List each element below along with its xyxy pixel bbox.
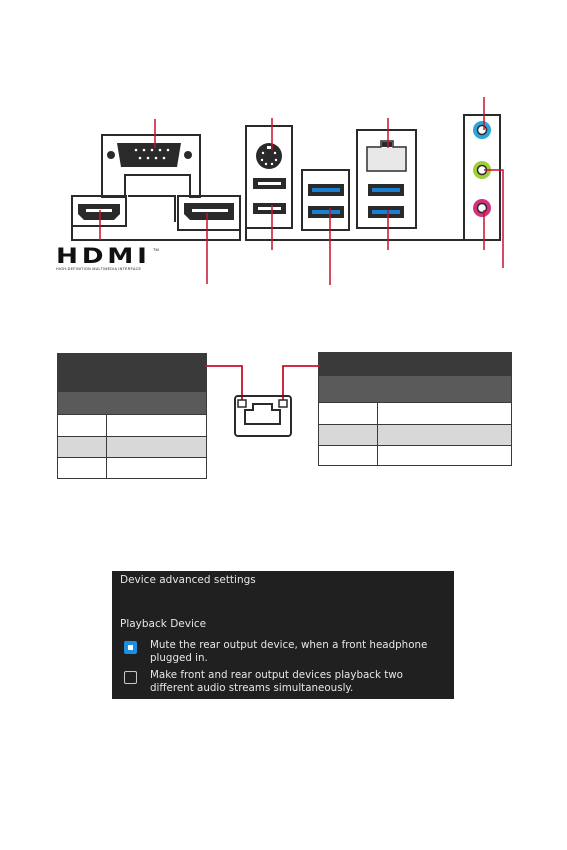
serial-port	[107, 143, 192, 167]
table-cell	[107, 415, 206, 436]
led-table-left-column-headers	[58, 392, 206, 414]
lan-led-diagram	[200, 360, 325, 440]
table-cell	[319, 446, 378, 465]
led-table-left-col1	[58, 392, 107, 414]
hdmi-logo-tagline: HIGH-DEFINITION MULTIMEDIA INTERFACE	[56, 267, 142, 271]
panel-title: Device advanced settings	[120, 574, 256, 586]
mute-rear-output-checkbox[interactable]	[124, 641, 137, 654]
hdmi-port	[78, 204, 120, 220]
led-table-left-col2	[107, 392, 206, 414]
table-cell	[58, 415, 107, 436]
mute-rear-output-label: Mute the rear output device, when a front headphone plugged in.	[150, 639, 428, 664]
led-callout-lines	[205, 366, 320, 404]
table-cell	[58, 458, 107, 478]
led-table-right-column-headers	[319, 376, 511, 402]
led-right-indicator	[279, 400, 287, 407]
io-panel-outline	[72, 115, 500, 240]
table-row	[58, 436, 206, 457]
mute-rear-output-option[interactable]	[124, 639, 449, 665]
led-table-right-col2	[378, 376, 511, 402]
two-streams-option[interactable]	[124, 669, 449, 695]
two-streams-label: Make front and rear output devices playback two different audio streams simultaneously.	[150, 669, 403, 694]
lan-port	[367, 141, 406, 171]
table-row	[319, 424, 511, 445]
usb2-ports	[253, 178, 286, 214]
table-cell	[319, 425, 378, 445]
hdmi-logo-trademark: TM	[153, 247, 159, 252]
hdmi-logo	[56, 246, 166, 272]
table-row	[58, 457, 206, 478]
table-row	[319, 445, 511, 465]
table-cell	[58, 437, 107, 457]
table-row	[58, 414, 206, 436]
table-row	[319, 402, 511, 424]
led-table-left-header	[58, 354, 206, 392]
ps2-port	[256, 143, 282, 169]
playback-device-heading: Playback Device	[120, 618, 207, 630]
table-cell	[107, 437, 206, 457]
device-advanced-settings-panel	[112, 571, 454, 699]
led-table-right	[318, 352, 512, 466]
table-cell	[378, 446, 511, 465]
displayport-port	[184, 203, 234, 220]
hdmi-logo-wordmark: HDMI	[56, 244, 151, 268]
led-table-right-header	[319, 353, 511, 376]
two-streams-checkbox[interactable]	[124, 671, 137, 684]
led-table-right-col1	[319, 376, 378, 402]
led-left-indicator	[238, 400, 246, 407]
table-cell	[319, 403, 378, 424]
table-cell	[378, 425, 511, 445]
usb3-ports-middle	[308, 184, 344, 218]
led-table-left	[57, 353, 207, 479]
table-cell	[107, 458, 206, 478]
audio-jacks	[473, 121, 491, 217]
usb3-ports-right	[368, 184, 404, 218]
table-cell	[378, 403, 511, 424]
